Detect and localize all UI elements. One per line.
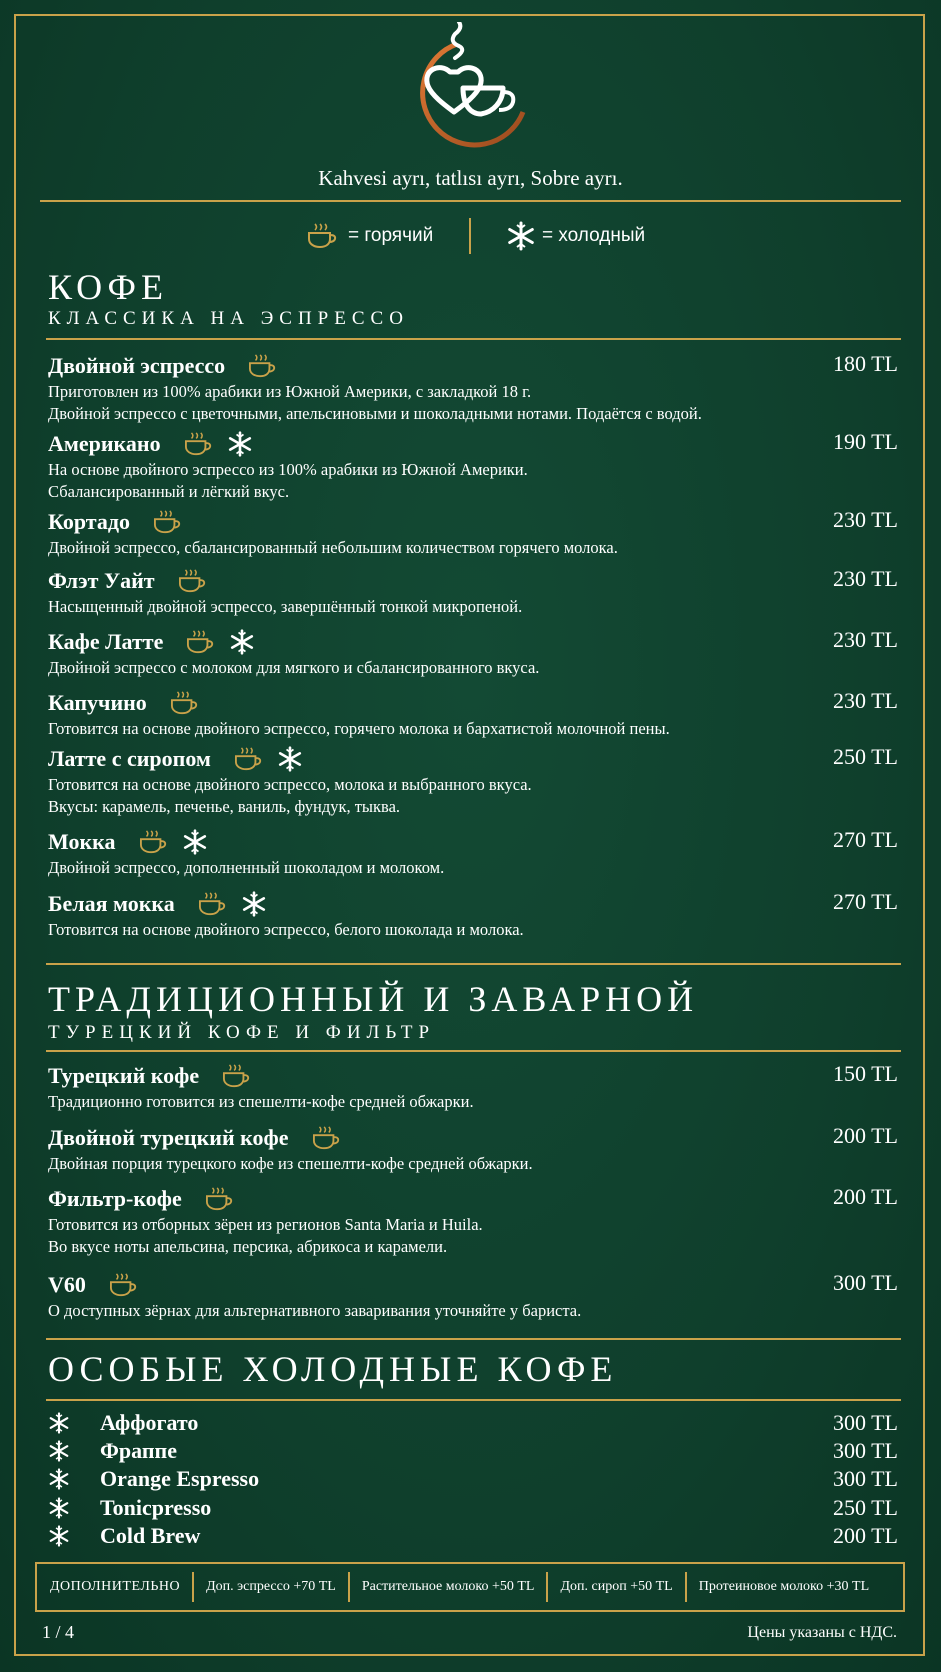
menu-item xyxy=(48,507,898,559)
menu-item-name: Кафе Латте xyxy=(48,629,164,654)
menu-item-icons xyxy=(183,431,253,457)
menu-item-name: Латте с сиропом xyxy=(48,746,211,771)
menu-item-row xyxy=(48,351,898,381)
extra-item: Растительное молоко +50 TL xyxy=(348,1572,547,1602)
menu-item-name: Кортадо xyxy=(48,509,131,534)
menu-item-description xyxy=(48,774,898,818)
menu-item-row xyxy=(48,1270,898,1300)
menu-item-description xyxy=(48,459,898,503)
menu-item-icons xyxy=(152,509,182,535)
menu-item-description xyxy=(48,1300,898,1322)
menu-item xyxy=(48,744,898,818)
menu-item-description xyxy=(48,1091,898,1113)
cold-menu-item xyxy=(48,1437,898,1465)
menu-item xyxy=(48,627,898,679)
hot-cup-icon xyxy=(311,1125,341,1151)
description-line: Двойная порция турецкого кофе из спешелти-кофе средней обжарки. xyxy=(48,1154,533,1173)
description-line: Приготовлен из 100% арабики из Южной Америки, с закладкой 18 г. xyxy=(48,382,532,401)
menu-item-description xyxy=(48,919,898,941)
snowflake-icon xyxy=(506,221,536,251)
menu-item-description xyxy=(48,596,898,618)
hot-cup-icon xyxy=(221,1063,251,1089)
menu-item-name: V60 xyxy=(48,1272,86,1297)
divider xyxy=(46,1399,901,1401)
section-title-coffee: КОФЕ xyxy=(48,267,168,307)
menu-item-price: 150 TL xyxy=(833,1061,898,1086)
snowflake-icon xyxy=(48,1468,70,1490)
cafe-logo xyxy=(405,22,535,152)
legend-hot xyxy=(306,216,433,256)
menu-item-price: 200 TL xyxy=(833,1523,898,1548)
hot-cup-icon xyxy=(197,891,227,917)
menu-item xyxy=(48,688,898,740)
menu-item-price: 250 TL xyxy=(833,1495,898,1520)
menu-item-row xyxy=(48,507,898,537)
menu-item-icons xyxy=(247,353,277,379)
snowflake-icon xyxy=(229,629,255,655)
hot-cup-icon xyxy=(247,353,277,379)
legend-hot-label: = горячий xyxy=(348,225,434,246)
menu-item-row xyxy=(48,429,898,459)
menu-item-icons xyxy=(204,1186,234,1212)
legend xyxy=(0,216,941,256)
cold-menu-item xyxy=(48,1522,898,1550)
menu-item-name: Турецкий кофе xyxy=(48,1063,200,1088)
menu-item-price: 300 TL xyxy=(833,1410,898,1435)
menu-item-name: Двойной турецкий кофе xyxy=(48,1125,289,1150)
menu-item xyxy=(48,1184,898,1258)
menu-item-icons xyxy=(221,1063,251,1089)
legend-separator xyxy=(469,218,471,254)
menu-item-description xyxy=(48,718,898,740)
menu-item-icons xyxy=(311,1125,341,1151)
menu-item-description xyxy=(48,1153,898,1175)
hot-cup-icon xyxy=(204,1186,234,1212)
snowflake-icon xyxy=(227,431,253,457)
menu-item-row xyxy=(48,1061,898,1091)
menu-item-price: 200 TL xyxy=(833,1184,898,1209)
menu-item xyxy=(48,827,898,879)
menu-item xyxy=(48,889,898,941)
menu-item-price: 300 TL xyxy=(833,1270,898,1295)
divider xyxy=(40,200,901,202)
divider xyxy=(46,1338,901,1340)
snowflake-icon xyxy=(182,829,208,855)
hot-cup-icon xyxy=(152,509,182,535)
menu-item-description xyxy=(48,857,898,879)
menu-item-row xyxy=(48,744,898,774)
vat-note: Цены указаны с НДС. xyxy=(747,1624,897,1641)
menu-item-price: 190 TL xyxy=(833,429,898,454)
description-line: Традиционно готовится из спешелти-кофе средней обжарки. xyxy=(48,1092,474,1111)
snowflake-icon xyxy=(48,1525,70,1547)
menu-item-row xyxy=(48,688,898,718)
menu-item-name: Фраппе xyxy=(100,1438,177,1463)
divider xyxy=(46,963,901,965)
description-line: Во вкусе ноты апельсина, персика, абрикоса и карамели. xyxy=(48,1237,448,1256)
section-subtitle-espresso: КЛАССИКА НА ЭСПРЕССО xyxy=(48,308,409,329)
menu-item-row xyxy=(48,1123,898,1153)
menu-item-row xyxy=(48,827,898,857)
hot-cup-icon xyxy=(177,568,207,594)
snowflake-icon xyxy=(277,746,303,772)
menu-item-icons xyxy=(169,690,199,716)
menu-item xyxy=(48,1061,898,1113)
section-title-cold: ОСОБЫЕ ХОЛОДНЫЕ КОФЕ xyxy=(48,1349,618,1389)
menu-item-icons xyxy=(197,891,267,917)
hot-cup-icon xyxy=(169,690,199,716)
description-line: Готовится на основе двойного эспрессо, белого шоколада и молока. xyxy=(48,920,524,939)
menu-item-name: Аффогато xyxy=(100,1410,199,1435)
description-line: Двойной эспрессо с молоком для мягкого и сбалансированного вкуса. xyxy=(48,658,540,677)
hot-cup-icon xyxy=(306,222,338,250)
menu-item-description xyxy=(48,657,898,679)
hot-cup-icon xyxy=(183,431,213,457)
description-line: О доступных зёрнах для альтернативного заваривания уточняйте у бариста. xyxy=(48,1301,582,1320)
menu-item-row xyxy=(48,1184,898,1214)
menu-item-price: 250 TL xyxy=(833,744,898,769)
menu-item-description xyxy=(48,537,898,559)
menu-item-row xyxy=(48,627,898,657)
hot-cup-icon xyxy=(233,746,263,772)
hot-cup-icon xyxy=(108,1272,138,1298)
menu-item-price: 270 TL xyxy=(833,889,898,914)
menu-item-name: Флэт Уайт xyxy=(48,568,155,593)
menu-item-name: Двойной эспрессо xyxy=(48,353,226,378)
description-line: Двойной эспрессо, дополненный шоколадом и молоком. xyxy=(48,858,445,877)
menu-item-icons xyxy=(185,629,255,655)
menu-item-name: Orange Espresso xyxy=(100,1466,260,1491)
cold-menu-item xyxy=(48,1465,898,1493)
menu-item-price: 230 TL xyxy=(833,627,898,652)
hot-cup-icon xyxy=(138,829,168,855)
menu-item-icons xyxy=(233,746,303,772)
divider xyxy=(46,338,901,340)
menu-item xyxy=(48,1123,898,1175)
cold-menu-item xyxy=(48,1409,898,1437)
menu-item-description xyxy=(48,1214,898,1258)
description-line: Двойной эспрессо с цветочными, апельсиновыми и шоколадными нотами. Подаётся с водой. xyxy=(48,404,702,423)
menu-item xyxy=(48,1270,898,1322)
description-line: На основе двойного эспрессо из 100% арабики из Южной Америки. xyxy=(48,460,528,479)
menu-item-price: 230 TL xyxy=(833,507,898,532)
menu-item-name: Cold Brew xyxy=(100,1523,201,1548)
legend-cold xyxy=(506,216,645,256)
description-line: Двойной эспрессо, сбалансированный небольшим количеством горячего молока. xyxy=(48,538,618,557)
snowflake-icon xyxy=(48,1440,70,1462)
menu-item-price: 300 TL xyxy=(833,1466,898,1491)
menu-item-price: 300 TL xyxy=(833,1438,898,1463)
description-line: Вкусы: карамель, печенье, ваниль, фундук, тыква. xyxy=(48,797,401,816)
tagline: Kahvesi ayrı, tatlısı ayrı, Sobre ayrı. xyxy=(318,166,623,190)
extra-item: Доп. сироп +50 TL xyxy=(546,1572,684,1602)
menu-item-row xyxy=(48,566,898,596)
menu-item-icons xyxy=(138,829,208,855)
menu-item-name: Белая мокка xyxy=(48,891,175,916)
snowflake-icon xyxy=(48,1497,70,1519)
menu-item-row xyxy=(48,889,898,919)
menu-item-price: 270 TL xyxy=(833,827,898,852)
menu-item-name: Фильтр-кофе xyxy=(48,1186,182,1211)
menu-item xyxy=(48,566,898,618)
menu-item-price: 230 TL xyxy=(833,566,898,591)
snowflake-icon xyxy=(48,1412,70,1434)
extra-item: Протеиновое молоко +30 TL xyxy=(685,1572,881,1602)
menu-item-price: 180 TL xyxy=(833,351,898,376)
menu-item-name: Капучино xyxy=(48,690,147,715)
extra-item: Доп. эспрессо +70 TL xyxy=(192,1572,348,1602)
extras-bar xyxy=(35,1562,905,1612)
menu-item-price: 200 TL xyxy=(833,1123,898,1148)
menu-item-name: Мокка xyxy=(48,829,116,854)
divider xyxy=(46,1050,901,1052)
snowflake-icon xyxy=(241,891,267,917)
description-line: Сбалансированный и лёгкий вкус. xyxy=(48,482,290,501)
menu-item xyxy=(48,429,898,503)
description-line: Готовится на основе двойного эспрессо, горячего молока и бархатистой молочной пены. xyxy=(48,719,670,738)
menu-item-icons xyxy=(108,1272,138,1298)
section-title-traditional: ТРАДИЦИОННЫЙ И ЗАВАРНОЙ xyxy=(48,979,699,1019)
legend-cold-label: = холодный xyxy=(542,225,646,246)
hot-cup-icon xyxy=(185,629,215,655)
section-subtitle-turkish: ТУРЕЦКИЙ КОФЕ И ФИЛЬТР xyxy=(48,1022,436,1043)
cold-menu-item xyxy=(48,1494,898,1522)
description-line: Готовится из отборных зёрен из регионов Santa Maria и Huila. xyxy=(48,1215,483,1234)
menu-item-icons xyxy=(177,568,207,594)
menu-item-name: Американо xyxy=(48,431,161,456)
extras-label: ДОПОЛНИТЕЛЬНО xyxy=(50,1579,181,1594)
menu-item-description xyxy=(48,381,898,425)
page-number: 1 / 4 xyxy=(42,1622,75,1642)
menu-item-price: 230 TL xyxy=(833,688,898,713)
menu-item xyxy=(48,351,898,425)
description-line: Насыщенный двойной эспрессо, завершённый тонкой микропеной. xyxy=(48,597,523,616)
description-line: Готовится на основе двойного эспрессо, молока и выбранного вкуса. xyxy=(48,775,532,794)
menu-item-name: Tonicpresso xyxy=(100,1495,212,1520)
